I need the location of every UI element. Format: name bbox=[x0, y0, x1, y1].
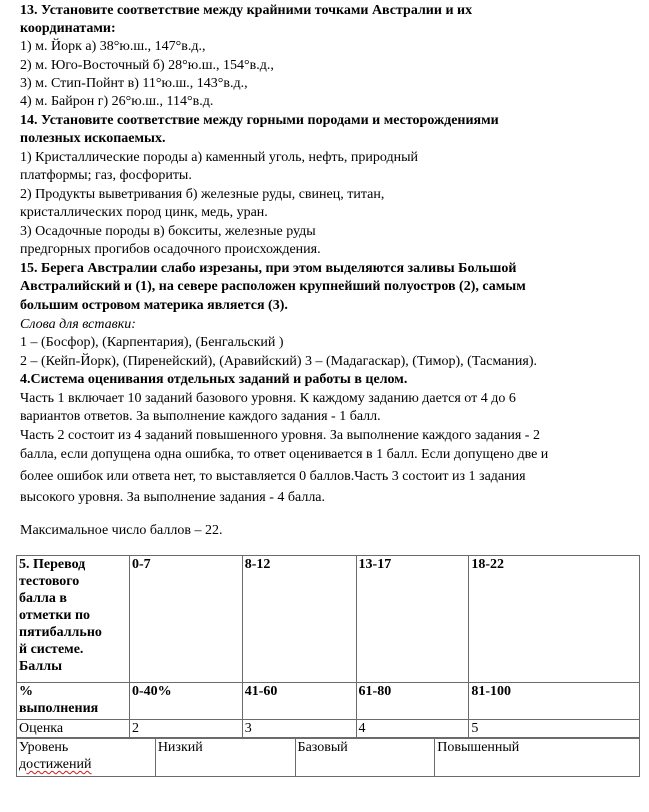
q14-line: кристаллических пород цинк, медь, уран. bbox=[20, 205, 268, 220]
score-range-cell: 18-22 bbox=[469, 556, 640, 683]
q15-line: большим островом материка является (3). bbox=[20, 298, 288, 313]
percent-cell: 0-40% bbox=[129, 683, 242, 720]
table-row bbox=[17, 556, 640, 683]
grade-cell: 5 bbox=[469, 720, 640, 738]
score-range-cell: 0-7 bbox=[129, 556, 242, 683]
grading-table bbox=[16, 555, 640, 738]
level-cell: Базовый bbox=[295, 739, 435, 777]
levels-table bbox=[16, 738, 640, 777]
table-row bbox=[17, 739, 640, 777]
percent-cell: 61-80 bbox=[356, 683, 469, 720]
level-cell: Повышенный bbox=[435, 739, 640, 777]
max-score: Максимальное число баллов – 22. bbox=[20, 523, 223, 538]
table-header-line: отметки по bbox=[19, 608, 91, 623]
level-label bbox=[17, 739, 156, 777]
grade-cell: 3 bbox=[242, 720, 356, 738]
section4-title: 4.Система оценивания отдельных заданий и работы в целом. bbox=[20, 372, 408, 387]
grade-cell: 2 bbox=[129, 720, 242, 738]
section4-line: балла, если допущена одна ошибка, то ответ оценивается в 1 балл. Если допущено две и bbox=[20, 447, 549, 462]
q14-title-line-2: полезных ископаемых. bbox=[20, 131, 166, 146]
section4-line: более ошибок или ответа нет, то выставляется 0 баллов.Часть 3 состоит из 1 задания bbox=[20, 469, 526, 484]
q15-words-2: 2 – (Кейп-Йорк), (Пиренейский), (Аравийский) 3 – (Мадагаскар), (Тимор), (Тасмания). bbox=[20, 354, 538, 369]
table-row bbox=[17, 720, 640, 738]
grade-label: Оценка bbox=[17, 720, 130, 738]
q15-line: Австралийский и (1), на севере расположен крупнейший полуостров (2), самым bbox=[20, 279, 526, 294]
q15-words-1: 1 – (Босфор), (Карпентария), (Бенгальский ) bbox=[20, 335, 284, 350]
q13-line: 1) м. Йорк а) 38°ю.ш., 147°в.д., bbox=[20, 39, 206, 54]
section4-line: высокого уровня. За выполнение задания - 4 балла. bbox=[20, 490, 326, 505]
percent-cell: 41-60 bbox=[242, 683, 356, 720]
q15-line: 15. Берега Австралии слабо изрезаны, при этом выделяются заливы Большой bbox=[20, 261, 517, 276]
percent-label-line: выполнения bbox=[19, 701, 99, 716]
q15-words-label: Слова для вставки: bbox=[20, 317, 136, 332]
table-header-line: тестового bbox=[19, 574, 80, 589]
q14-line: предгорных прогибов осадочного происхождения. bbox=[20, 242, 321, 257]
q13-line: 3) м. Стип-Пойнт в) 11°ю.ш., 143°в.д., bbox=[20, 76, 248, 91]
table-header-line: балла в bbox=[19, 591, 67, 606]
q13-title-line-2: координатами: bbox=[20, 21, 116, 36]
table-header-line: пятибалльно bbox=[19, 625, 102, 640]
q14-line: 2) Продукты выветривания б) железные руды, свинец, титан, bbox=[20, 187, 385, 202]
percent-label bbox=[17, 683, 130, 720]
score-range-cell: 8-12 bbox=[242, 556, 356, 683]
q14-line: 3) Осадочные породы в) бокситы, железные руды bbox=[20, 224, 316, 239]
q14-title-line-1: 14. Установите соответствие между горными породами и месторождениями bbox=[20, 113, 499, 128]
percent-cell: 81-100 bbox=[469, 683, 640, 720]
level-label-line: достижений bbox=[19, 757, 92, 772]
table-header-line: Баллы bbox=[19, 659, 63, 674]
q13-line: 4) м. Байрон г) 26°ю.ш., 114°в.д. bbox=[20, 94, 214, 109]
grade-cell: 4 bbox=[356, 720, 469, 738]
table-header-line: й системе. bbox=[19, 642, 84, 657]
section4-line: Часть 2 состоит из 4 заданий повышенного уровня. За выполнение каждого задания - 2 bbox=[20, 428, 540, 443]
section4-line: вариантов ответов. За выполнение каждого задания - 1 балл. bbox=[20, 409, 381, 424]
table-header-label bbox=[17, 556, 130, 683]
table-header-line: 5. Перевод bbox=[19, 557, 86, 572]
table-row bbox=[17, 683, 640, 720]
score-range-cell: 13-17 bbox=[356, 556, 469, 683]
q14-line: 1) Кристаллические породы а) каменный уголь, нефть, природный bbox=[20, 150, 419, 165]
q13-line: 2) м. Юго-Восточный б) 28°ю.ш., 154°в.д., bbox=[20, 58, 274, 73]
percent-label-line: % bbox=[19, 684, 33, 699]
q14-line: платформы; газ, фосфориты. bbox=[20, 168, 192, 183]
level-cell: Низкий bbox=[155, 739, 295, 777]
q13-title-line-1: 13. Установите соответствие между крайними точками Австралии и их bbox=[20, 3, 473, 18]
level-label-line: Уровень bbox=[19, 740, 69, 755]
section4-line: Часть 1 включает 10 заданий базового уровня. К каждому заданию дается от 4 до 6 bbox=[20, 391, 516, 406]
